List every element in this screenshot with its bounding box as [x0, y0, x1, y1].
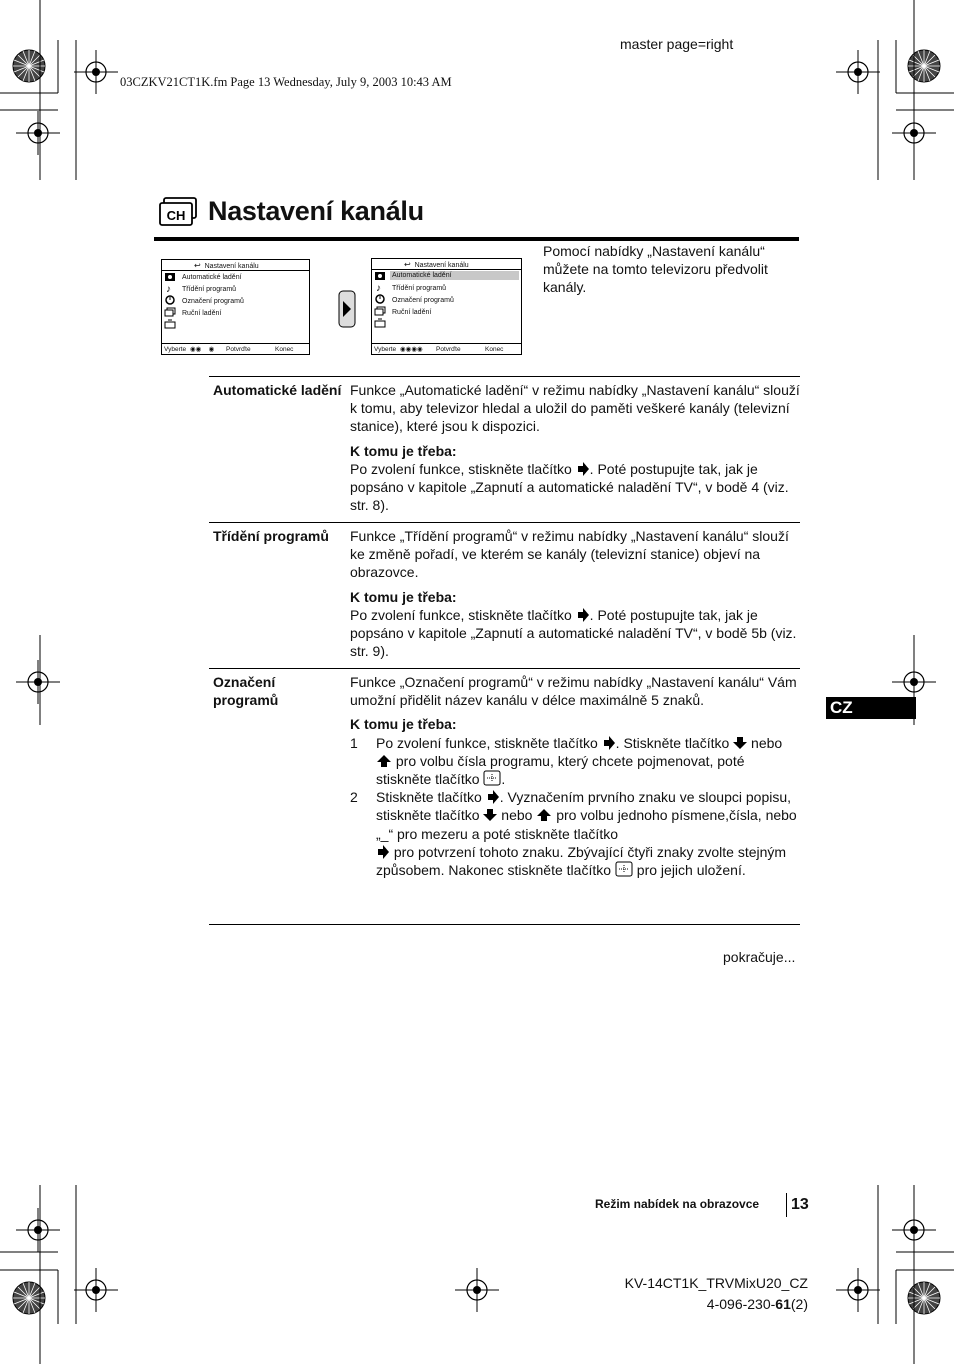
row-subheading: K tomu je třeba: — [350, 716, 457, 733]
timer-icon — [164, 295, 176, 305]
row-description: Funkce „Třídění programů“ v režimu nabídky „Nastavení kanálu“ slouží ke změně pořadí, ve kterém se kanály (televizní stanice) objeví na obrazovce. — [350, 528, 789, 581]
menu-footer-end: Konec — [485, 346, 504, 353]
numbered-step: 2 Stiskněte tlačítko . Vyznačením prvního znaku ve sloupci popisu, stiskněte tlačítko nebo pro volbu jednoho písmene,čísla, nebo „_“ pro mezeru a poté stiskněte tlačítko pro potvrzení tohoto znaku. Zbývající čtyři znaky zvolte stejným způsobem. Nakonec stiskněte tlačítko pro jejich uložení. — [350, 789, 797, 879]
row-body — [350, 673, 800, 879]
picture-icon — [164, 272, 176, 282]
document-code: 4-096-230-61(2) — [706, 1296, 808, 1312]
intro-text: Pomocí nabídky „Nastavení kanálu“ můžete na tomto televizoru předvolit kanály. — [543, 243, 768, 295]
down-arrow-icon — [483, 808, 497, 822]
row-step: Po zvolení funkce, stiskněte tlačítko . Poté postupujte tak, jak je popsáno v kapitole „Zapnutí a automatické naladění TV“, v bodě 5b (viz. str. 9). — [350, 606, 797, 660]
right-arrow-icon — [576, 462, 590, 476]
master-page-label: master page=right — [620, 36, 734, 52]
sound-icon — [374, 282, 386, 292]
arrows-icon: ◉◉◉◉ — [400, 346, 423, 353]
numbered-step: 1 Po zvolení funkce, stiskněte tlačítko . Stiskněte tlačítko nebo pro volbu čísla programu, který chcete pojmenovat, poté stiskněte tlačítko . — [350, 734, 783, 788]
table-row — [209, 522, 800, 669]
right-arrow-icon — [376, 845, 390, 859]
continues-label: pokračuje... — [723, 949, 796, 965]
footer-section: Režim nabídek na obrazovce — [595, 1197, 760, 1211]
row-step: Po zvolení funkce, stiskněte tlačítko . Poté postupujte tak, jak je popsáno v kapitole „Zapnutí a automatické naladění TV“, v bodě 4 (viz. str. 8). — [350, 460, 789, 514]
table-row — [209, 668, 800, 925]
model-code: KV-14CT1K_TRVMixU20_CZ — [624, 1275, 808, 1291]
svg-text:♪: ♪ — [166, 284, 171, 293]
channel-icon — [164, 307, 176, 317]
row-description: Funkce „Automatické ladění“ v režimu nabídky „Nastavení kanálu“ slouží k tomu, aby televizor hledal a uložil do paměti veškeré kanály (televizní stanice), které jsou k dispozici. — [350, 382, 800, 435]
menu-title: ↩ Nastavení kanálu — [194, 261, 259, 270]
svg-text:♪: ♪ — [376, 283, 381, 292]
row-label: Označení programů — [213, 674, 279, 709]
functions-table — [209, 376, 800, 926]
language-tab: CZ — [826, 697, 916, 719]
menu-footer-confirm: Potvrďte — [226, 346, 251, 353]
menu-screenshot-right — [371, 258, 522, 355]
menu-footer-select: Vyberte — [374, 346, 397, 353]
menu-item: Ruční ladění — [392, 309, 432, 316]
page-number: 13 — [791, 1196, 809, 1213]
menu-item: Automatické ladění — [182, 274, 242, 281]
ok-button-icon — [483, 770, 501, 786]
file-info: 03CZKV21CT1K.fm Page 13 Wednesday, July 9, 2003 10:43 AM — [120, 75, 452, 89]
right-arrow-icon — [602, 736, 616, 750]
channel-icon — [158, 197, 198, 227]
sound-icon — [164, 283, 176, 293]
page-heading — [158, 196, 424, 227]
menu-footer-end: Konec — [275, 346, 294, 353]
table-row — [209, 376, 800, 523]
menu-footer-select: Vyberte — [164, 346, 187, 353]
title-rule — [154, 237, 799, 241]
row-subheading: K tomu je třeba: — [350, 442, 457, 459]
menu-footer-confirm: Potvrďte — [436, 346, 461, 353]
row-body — [350, 381, 800, 514]
row-body — [350, 527, 800, 660]
menu-item: Třídění programů — [182, 286, 237, 293]
updown-icon: ◉◉ ◉ — [190, 346, 215, 353]
row-description: Funkce „Označení programů“ v režimu nabídky „Nastavení kanálu“ Vám umožní přidělit název kanálu v délce maximálně 5 znaků. — [350, 674, 797, 709]
picture-icon — [374, 271, 386, 281]
right-arrow-icon — [576, 608, 590, 622]
page-title: Nastavení kanálu — [208, 196, 424, 226]
table-bottom-rule — [209, 924, 800, 925]
menu-item: Označení programů — [182, 298, 244, 305]
row-label: Třídění programů — [213, 528, 329, 544]
footer-divider — [786, 1193, 787, 1217]
menu-title: ↩ Nastavení kanálu — [404, 260, 469, 269]
menu-item: Ruční ladění — [182, 310, 222, 317]
up-arrow-icon — [536, 808, 552, 822]
menu-item: Označení programů — [392, 297, 454, 304]
next-arrow-icon — [338, 290, 356, 328]
row-label: Automatické ladění — [213, 382, 342, 398]
menu-screenshot-left — [161, 259, 310, 355]
row-subheading: K tomu je třeba: — [350, 588, 457, 605]
timer-icon — [374, 294, 386, 304]
svg-text:CH: CH — [166, 207, 186, 223]
channel-icon — [374, 306, 386, 316]
menu-item-highlighted: Automatické ladění — [390, 271, 519, 280]
menu-item: Třídění programů — [392, 285, 447, 292]
right-arrow-icon — [486, 790, 500, 804]
up-arrow-icon — [376, 754, 392, 768]
down-arrow-icon — [733, 736, 747, 750]
ok-button-icon — [615, 861, 633, 877]
setup-icon — [164, 319, 176, 329]
setup-icon — [374, 318, 386, 328]
